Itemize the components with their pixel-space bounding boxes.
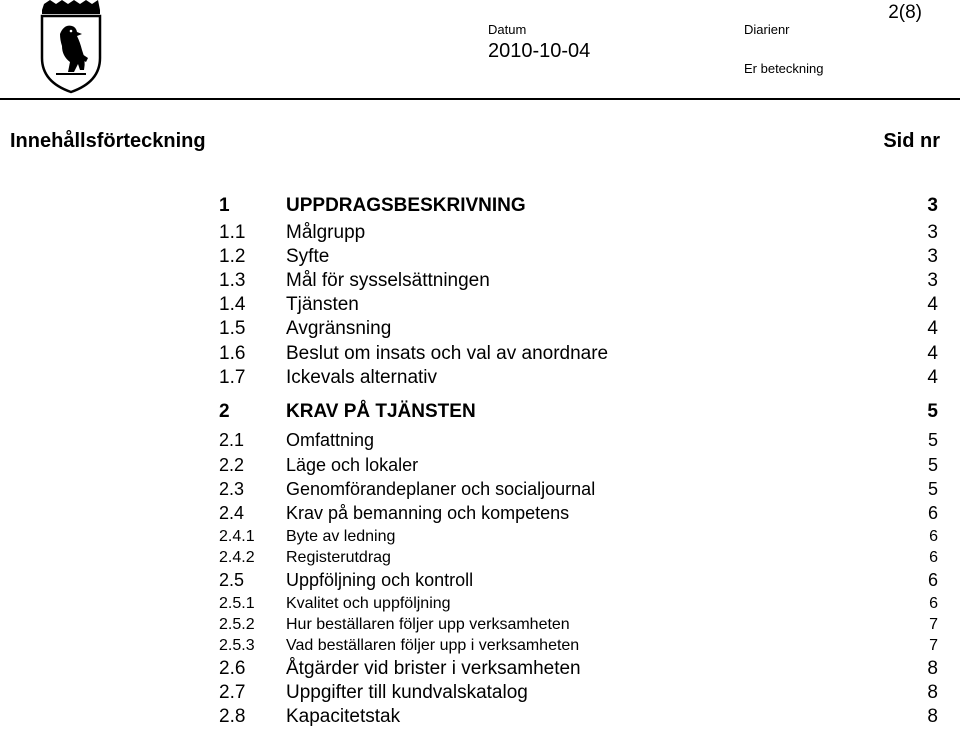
toc-entry-page: 4 xyxy=(927,367,938,388)
toc-entry-page: 6 xyxy=(929,595,938,612)
page-indicator: 2(8) xyxy=(888,2,922,23)
toc-entry-title: Tjänsten xyxy=(286,294,359,315)
toc-entry-number: 1.1 xyxy=(219,222,246,243)
toc-entry-page: 8 xyxy=(927,682,938,703)
toc-entry-number: 1.6 xyxy=(219,343,246,364)
toc-entry-title: Byte av ledning xyxy=(286,528,396,545)
toc-entry-title: Uppföljning och kontroll xyxy=(286,570,474,590)
toc-entry-number: 2.8 xyxy=(219,706,246,727)
toc-entry-title: Beslut om insats och val av anordnare xyxy=(286,343,609,364)
date-label: Datum xyxy=(488,22,527,37)
toc-entry-number: 2.5 xyxy=(219,570,245,590)
toc-entry-page: 3 xyxy=(927,222,938,243)
toc-entry-title: Avgränsning xyxy=(286,318,392,339)
toc-entry-number: 1.5 xyxy=(219,318,246,339)
toc-entry-number: 1 xyxy=(219,195,230,216)
toc-entry-page: 3 xyxy=(927,270,938,291)
toc-entry-page: 4 xyxy=(927,294,938,315)
toc-entry-number: 2.2 xyxy=(219,455,245,475)
toc-entry-title: UPPDRAGSBESKRIVNING xyxy=(286,195,526,216)
toc-entry-title: Åtgärder vid brister i verksamheten xyxy=(286,658,581,679)
toc-entry-number: 2 xyxy=(219,401,230,422)
toc-entry-title: Genomförandeplaner och socialjournal xyxy=(286,479,596,499)
toc-entry-title: Kvalitet och uppföljning xyxy=(286,595,451,612)
toc-entry-number: 1.4 xyxy=(219,294,246,315)
toc-entry-title: Hur beställaren följer upp verksamheten xyxy=(286,616,570,633)
toc-entry-number: 2.7 xyxy=(219,682,246,703)
toc-entry-page: 3 xyxy=(927,246,938,267)
toc-entry-page: 8 xyxy=(927,706,938,727)
toc-entry-title: Krav på bemanning och kompetens xyxy=(286,503,570,523)
toc-entry-title: Kapacitetstak xyxy=(286,706,401,727)
toc-entry-number: 2.3 xyxy=(219,479,245,499)
toc-entry-number: 2.5.1 xyxy=(219,595,255,612)
toc-entry-number: 2.1 xyxy=(219,430,245,450)
toc-entry-number: 2.5.3 xyxy=(219,637,255,654)
toc-entry-number: 2.4 xyxy=(219,503,245,523)
toc-entry-page: 6 xyxy=(927,503,938,523)
toc-page-column-label: Sid nr xyxy=(883,130,940,152)
er-beteckning-label: Er beteckning xyxy=(744,61,824,76)
toc-entry-page: 4 xyxy=(927,318,938,339)
toc-entry-page: 5 xyxy=(927,455,938,475)
toc-entry-title: Mål för sysselsättningen xyxy=(286,270,490,291)
toc-entry-page: 5 xyxy=(927,430,938,450)
toc-entry-page: 8 xyxy=(927,658,938,679)
toc-entry-title: Syfte xyxy=(286,246,330,267)
toc-entry-page: 5 xyxy=(927,401,938,422)
toc-entry-page: 7 xyxy=(929,637,938,654)
toc-entry-title: Registerutdrag xyxy=(286,549,391,566)
toc-entry-page: 3 xyxy=(927,195,938,216)
toc-entry-title: Läge och lokaler xyxy=(286,455,419,475)
toc-entry-page: 4 xyxy=(927,343,938,364)
toc-entry-page: 6 xyxy=(929,528,938,545)
toc-entry-title: Uppgifter till kundvalskatalog xyxy=(286,682,528,703)
toc-entry-page: 6 xyxy=(929,549,938,566)
toc-entry-title: KRAV PÅ TJÄNSTEN xyxy=(286,401,476,422)
date-value: 2010-10-04 xyxy=(488,40,591,62)
toc-entry-number: 1.2 xyxy=(219,246,246,267)
toc-entry-page: 6 xyxy=(927,570,938,590)
toc-entry-title: Vad beställaren följer upp i verksamheten xyxy=(286,637,580,654)
diarienr-label: Diarienr xyxy=(744,22,790,37)
toc-entry-page: 5 xyxy=(927,479,938,499)
toc-entry-number: 1.7 xyxy=(219,367,246,388)
toc-entry-number: 1.3 xyxy=(219,270,246,291)
toc-entry-title: Målgrupp xyxy=(286,222,366,243)
toc-entry-number: 2.6 xyxy=(219,658,246,679)
toc-entry-title: Omfattning xyxy=(286,430,375,450)
toc-heading: Innehållsförteckning xyxy=(10,130,206,152)
toc-entry-page: 7 xyxy=(929,616,938,633)
toc-entry-number: 2.5.2 xyxy=(219,616,255,633)
toc-entry-number: 2.4.2 xyxy=(219,549,255,566)
toc-entry-number: 2.4.1 xyxy=(219,528,255,545)
toc-entry-title: Ickevals alternativ xyxy=(286,367,438,388)
